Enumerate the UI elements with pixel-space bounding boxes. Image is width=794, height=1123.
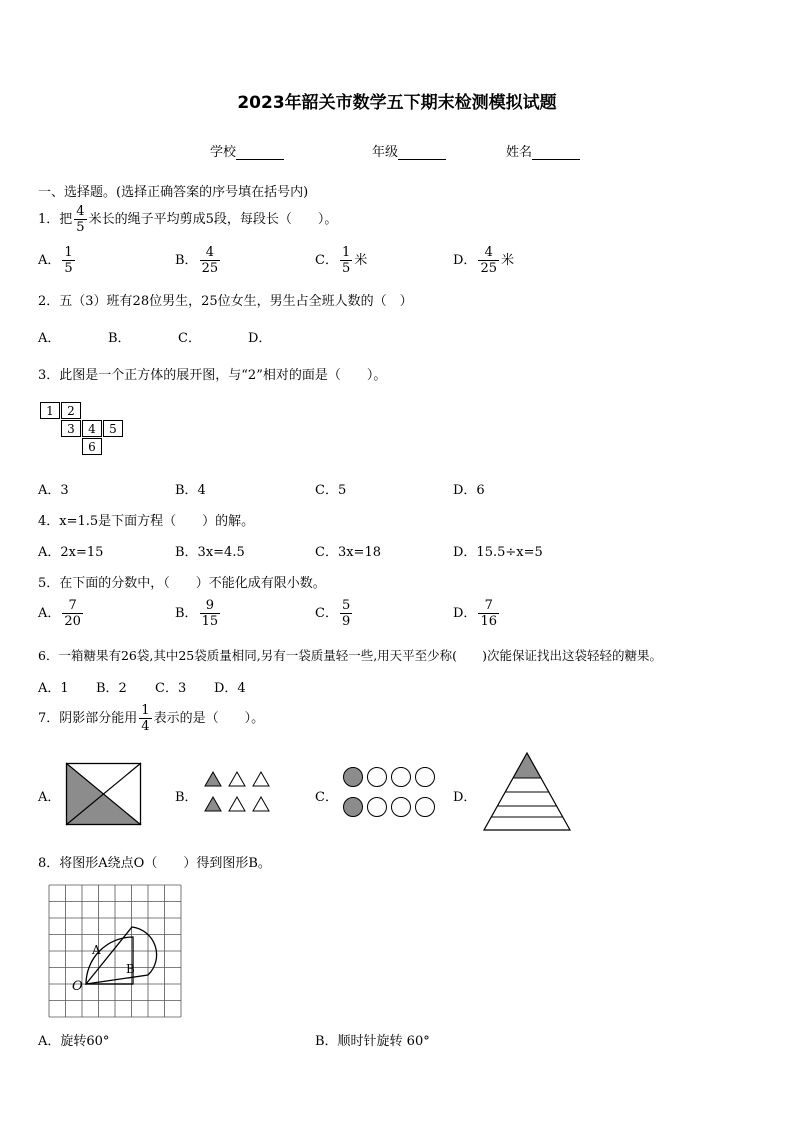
q2-option-a[interactable]: A． — [38, 331, 61, 346]
circle-shaded — [344, 798, 363, 817]
option-unit: 米 — [354, 253, 368, 268]
q7-suffix: 表示的是（ ）。 — [153, 711, 265, 726]
question-3: 3．此图是一个正方体的展开图，与“2”相对的面是（ ）。 — [38, 368, 387, 383]
school-field — [210, 141, 284, 160]
circle — [392, 798, 411, 817]
question-5: 5．在下面的分数中，（ ）不能化成有限小数。 — [38, 576, 326, 591]
q1-option-d[interactable] — [453, 245, 514, 276]
option-fraction — [62, 245, 74, 276]
q6-option-c[interactable]: C．3 — [155, 681, 187, 696]
triangle — [253, 772, 269, 786]
option-fraction — [200, 598, 221, 629]
label-a: A — [92, 943, 101, 957]
grade-label: 年级 — [372, 145, 399, 160]
frac-num: 1 — [341, 245, 351, 260]
q7-option-b[interactable]: B． — [175, 790, 198, 805]
circle — [392, 768, 411, 787]
net-cell: 1 — [40, 402, 60, 419]
q1-frac-den: 5 — [76, 220, 85, 235]
option-letter: D． — [453, 253, 477, 268]
option-letter: A． — [38, 253, 61, 268]
school-label: 学校 — [210, 145, 237, 160]
q4-option-b[interactable]: B．3x=4.5 — [175, 545, 245, 560]
option-letter: C． — [315, 253, 338, 268]
q4-option-c[interactable]: C．3x=18 — [315, 545, 381, 560]
q2-option-b[interactable]: B． — [108, 331, 131, 346]
net-cell: 5 — [103, 420, 123, 437]
frac-den: 9 — [341, 614, 351, 629]
net-cell: 3 — [61, 420, 81, 437]
q1-suffix: 米长的绳子平均剪成5段，每段长（ ）。 — [88, 212, 338, 227]
frac-num: 4 — [478, 245, 499, 261]
page-title: 2023年韶关市数学五下期末检测模拟试题 — [237, 93, 557, 113]
q4-option-d[interactable]: D．15.5÷x=5 — [453, 545, 543, 560]
shaded-top — [513, 753, 541, 778]
frac-den: 15 — [201, 614, 219, 629]
name-field — [506, 141, 580, 160]
q5-option-b[interactable] — [175, 598, 222, 629]
q7-frac-den: 4 — [141, 719, 150, 734]
q7-figure-c — [342, 766, 438, 820]
q8-rotation-grid — [48, 884, 184, 1020]
q1-option-b[interactable] — [175, 245, 222, 276]
q7-option-d[interactable]: D． — [453, 790, 477, 805]
option-letter: A． — [38, 606, 61, 621]
frac-num: 5 — [341, 598, 351, 613]
frac-den: 16 — [480, 614, 497, 629]
question-1 — [38, 204, 337, 235]
q3-option-b[interactable]: B．4 — [175, 483, 206, 498]
option-fraction — [340, 245, 352, 276]
q2-option-c[interactable]: C． — [178, 331, 201, 346]
triangle — [229, 772, 245, 786]
question-7 — [38, 703, 264, 734]
frac-num: 1 — [64, 245, 73, 260]
q2-option-d[interactable]: D． — [248, 331, 272, 346]
q4-option-a[interactable]: A．2x=15 — [38, 545, 104, 560]
circle — [368, 798, 387, 817]
net-cell: 2 — [61, 402, 81, 419]
q7-prefix: 7．阴影部分能用 — [38, 711, 138, 726]
name-label: 姓名 — [506, 145, 533, 160]
q7-frac-num: 1 — [141, 703, 150, 718]
option-fraction — [340, 598, 352, 629]
q6-option-b[interactable]: B．2 — [96, 681, 127, 696]
frac-num: 9 — [200, 598, 221, 614]
circle — [416, 768, 435, 787]
q3-option-a[interactable]: A．3 — [38, 483, 69, 498]
grade-blank — [398, 147, 446, 160]
option-fraction — [200, 245, 221, 276]
option-letter: C． — [315, 606, 338, 621]
frac-den: 25 — [201, 261, 219, 276]
question-6: 6．一箱糖果有26袋,其中25袋质量相同,另有一袋质量轻一些,用天平至少称( )次能保证找出这袋轻轻的糖果。 — [38, 648, 662, 663]
triangle — [253, 797, 269, 811]
option-letter: D． — [453, 606, 477, 621]
q5-option-a[interactable] — [38, 598, 85, 629]
q8-option-b[interactable]: B．顺时针旋转 60° — [315, 1034, 430, 1049]
name-blank — [532, 147, 580, 160]
option-fraction — [478, 598, 499, 629]
triangle-shaded — [205, 772, 221, 786]
frac-den: 20 — [64, 614, 81, 629]
grid-lines — [49, 885, 181, 1017]
triangle-shaded — [205, 797, 221, 811]
q7-fraction — [139, 703, 151, 734]
label-b: B — [126, 962, 135, 976]
grade-field — [372, 141, 446, 160]
q5-option-d[interactable] — [453, 598, 501, 629]
frac-num: 4 — [200, 245, 221, 261]
q6-option-a[interactable]: A．1 — [38, 681, 69, 696]
triangle — [229, 797, 245, 811]
q6-option-d[interactable]: D．4 — [214, 681, 246, 696]
circle — [416, 798, 435, 817]
section-heading: 一、选择题。(选择正确答案的序号填在括号内) — [38, 185, 309, 200]
q1-option-c[interactable] — [315, 245, 367, 276]
question-4: 4．x=1.5是下面方程（ ）的解。 — [38, 514, 255, 529]
q3-option-d[interactable]: D．6 — [453, 483, 485, 498]
q8-option-a[interactable]: A．旋转60° — [38, 1034, 110, 1049]
circle — [368, 768, 387, 787]
q1-prefix: 1．把 — [38, 212, 73, 227]
option-letter: B． — [175, 606, 198, 621]
frac-den: 5 — [341, 261, 351, 276]
q7-option-a[interactable]: A． — [38, 790, 61, 805]
net-cell: 4 — [82, 420, 102, 437]
label-o: O — [72, 979, 83, 994]
school-blank — [236, 147, 284, 160]
q1-option-a[interactable] — [38, 245, 77, 276]
circle-shaded — [344, 768, 363, 787]
q7-figure-a — [66, 763, 142, 825]
frac-den: 25 — [480, 261, 497, 276]
question-8: 8．将图形A绕点O（ ）得到图形B。 — [38, 856, 271, 871]
q1-frac-num: 4 — [76, 204, 85, 219]
option-fraction — [62, 598, 83, 629]
option-letter: B． — [175, 253, 198, 268]
frac-num: 7 — [62, 598, 83, 614]
net-cell: 6 — [82, 438, 102, 455]
q7-option-c[interactable]: C． — [315, 790, 338, 805]
frac-num: 7 — [478, 598, 499, 614]
q7-figure-b — [205, 771, 271, 815]
option-unit: 米 — [500, 253, 514, 268]
option-fraction — [478, 245, 499, 276]
question-2: 2．五（3）班有28位男生，25位女生，男生占全班人数的（ ） — [38, 294, 413, 309]
q7-figure-d — [482, 752, 572, 832]
q5-option-c[interactable] — [315, 598, 354, 629]
frac-den: 5 — [64, 261, 73, 276]
q1-fraction — [74, 204, 86, 235]
q3-option-c[interactable]: C．5 — [315, 483, 347, 498]
